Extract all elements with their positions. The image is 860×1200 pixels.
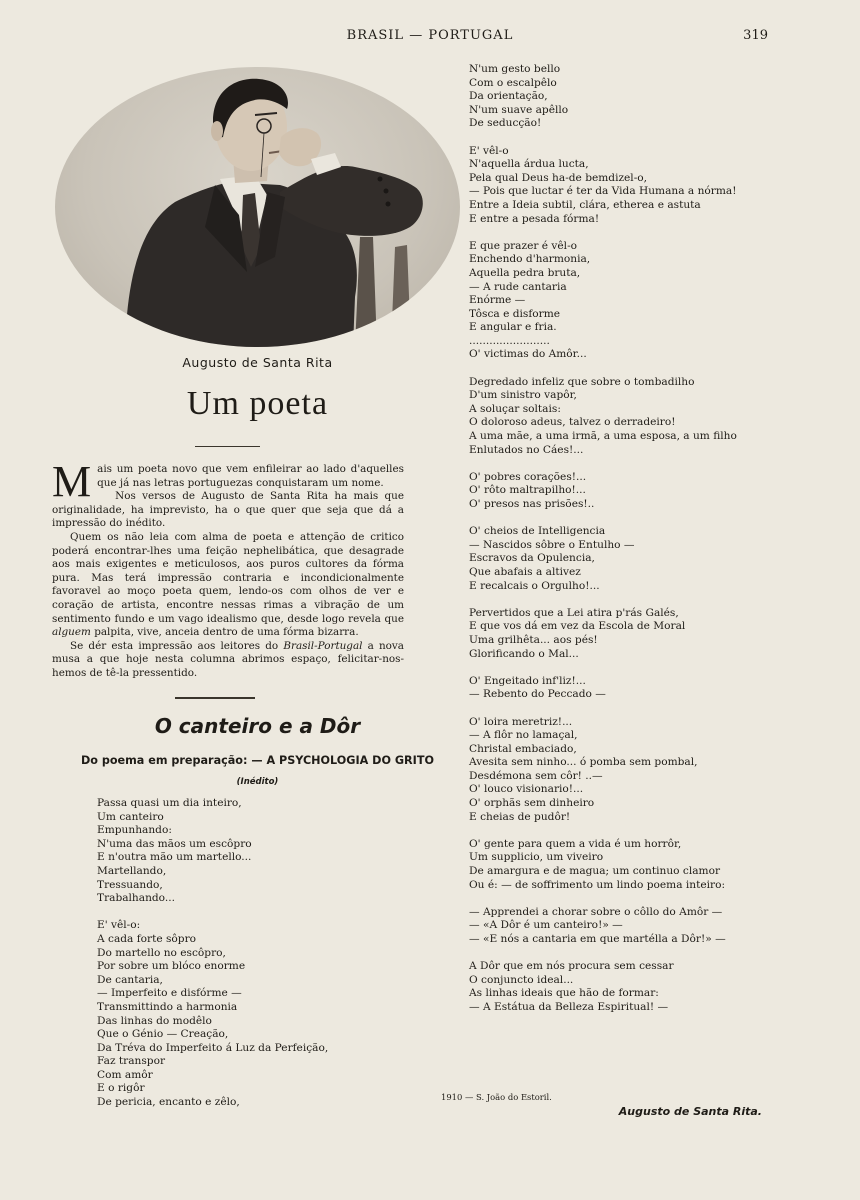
verse-line: — A flôr no lamaçal, bbox=[469, 729, 578, 742]
poem-date-place: 1910 — S. João do Estoril. bbox=[441, 1092, 552, 1102]
verse-line: Do martello no escôpro, bbox=[97, 946, 226, 959]
verse-line: E que vos dá em vez da Escola de Moral bbox=[469, 620, 686, 633]
verse-line: Tressuando, bbox=[97, 878, 163, 891]
drop-cap: M bbox=[52, 457, 92, 506]
verse-line: De pericia, encanto e zêlo, bbox=[97, 1096, 240, 1109]
verse-line: E angular e fria. bbox=[469, 321, 557, 334]
verse-line: — Rebento do Peccado — bbox=[469, 688, 606, 701]
verse-line: O' louco visionario!... bbox=[469, 783, 584, 796]
stanza bbox=[469, 240, 737, 362]
poem-note: (Inédito) bbox=[236, 777, 279, 787]
verse-line: Desdémona sem côr! ..— bbox=[469, 769, 603, 782]
verse-line: Com o escalpêlo bbox=[469, 76, 557, 89]
verse-line: Escravos da Opulencia, bbox=[469, 552, 595, 565]
author-signature: Augusto de Santa Rita. bbox=[618, 1105, 762, 1118]
verse-line: Enchendo d'harmonia, bbox=[469, 253, 591, 266]
page-number: 319 bbox=[743, 28, 768, 43]
verse-line: Que abafais a altivez bbox=[469, 565, 581, 578]
poem-subtitle: Do poema em preparação: — A PSYCHOLOGIA DO GRITO bbox=[81, 754, 434, 767]
verse-line: Uma grilhêta... aos pés! bbox=[469, 633, 598, 646]
verse-line: O' presos nas prisões!.. bbox=[469, 498, 595, 510]
verse-line: Christal embaciado, bbox=[469, 742, 577, 755]
verse-line: O' loira meretriz!... bbox=[469, 715, 573, 728]
verse-line: Aquella pedra bruta, bbox=[469, 266, 581, 279]
portrait-caption: Augusto de Santa Rita bbox=[182, 355, 333, 370]
verse-line: — Nascidos sôbre o Entulho — bbox=[469, 538, 635, 551]
verse-line: E entre a pesada fórma! bbox=[469, 212, 600, 225]
verse-line: O doloroso adeus, talvez o derradeiro! bbox=[469, 416, 676, 429]
verse-line: Da Tréva do Imperfeito á Luz da Perfeição, bbox=[97, 1041, 329, 1054]
verse-line: Que o Génio — Creação, bbox=[97, 1028, 229, 1041]
verse-line: Com amôr bbox=[97, 1068, 153, 1081]
verse-line: A soluçar soltais: bbox=[469, 402, 561, 415]
verse-line: Empunhando: bbox=[97, 824, 172, 837]
verse-line: O' pobres corações!... bbox=[469, 470, 587, 483]
verse-line: Degredado infeliz que sobre o tombadilho bbox=[469, 375, 695, 388]
verse-line: E que prazer é vêl-o bbox=[469, 239, 578, 252]
verse-line: A cada forte sôpro bbox=[97, 932, 197, 945]
verse-line: E o rigôr bbox=[97, 1082, 145, 1095]
verse-line: Martellando, bbox=[97, 864, 167, 877]
verse-line: E cheias de pudôr! bbox=[469, 810, 571, 823]
verse-line: As linhas ideais que hão de formar: bbox=[469, 987, 659, 1000]
verse-line: Trabalhando... bbox=[97, 892, 175, 905]
stanza bbox=[469, 471, 737, 512]
verse-line: N'uma das mãos um escôpro bbox=[97, 837, 252, 850]
stanza bbox=[97, 919, 328, 1109]
verse-line: O' orphãs sem dinheiro bbox=[469, 797, 595, 810]
verse-line: Por sobre um blóco enorme bbox=[97, 960, 246, 973]
poem-verses-left bbox=[97, 797, 328, 1110]
verse-line: E' vêl-o bbox=[469, 144, 509, 157]
verse-line: Um canteiro bbox=[97, 810, 164, 823]
stanza bbox=[469, 906, 737, 947]
verse-line: — Apprendei a chorar sobre o côllo do Amôr — bbox=[469, 905, 723, 918]
verse-line: N'um suave apêllo bbox=[469, 103, 569, 116]
verse-line: De cantaria, bbox=[97, 973, 163, 986]
verse-line: Da orientação, bbox=[469, 90, 548, 103]
verse-line: Faz transpor bbox=[97, 1055, 166, 1068]
article-title: Um poeta bbox=[186, 385, 329, 422]
verse-line: D'um sinistro vapôr, bbox=[469, 389, 577, 402]
verse-line: Avesita sem ninho... ó pomba sem pombal, bbox=[469, 756, 698, 769]
verse-line: Pervertidos que a Lei atira p'rás Galés, bbox=[469, 606, 679, 619]
portrait-photo bbox=[55, 67, 460, 347]
poem-title: O canteiro e a Dôr bbox=[154, 714, 361, 738]
verse-line: Das linhas do modêlo bbox=[97, 1014, 212, 1027]
verse-line: N'um gesto bello bbox=[469, 63, 561, 75]
verse-line: O conjuncto ideal... bbox=[469, 973, 574, 986]
stanza bbox=[469, 376, 737, 458]
verse-line: O' victimas do Amôr... bbox=[469, 348, 587, 361]
article-paragraph: Nos versos de Augusto de Santa Rita ha mais que originalidade, ha imprevisto, ha o que quer que seja que dá a impressão do inédito. bbox=[52, 490, 404, 530]
verse-line: Pela qual Deus ha-de bemdizel-o, bbox=[469, 171, 648, 184]
stanza bbox=[469, 838, 737, 892]
poem-verses-right bbox=[469, 63, 737, 1015]
stanza bbox=[469, 607, 737, 661]
article-paragraph: Quem os não leia com alma de poeta e attenção de critico poderá encontrar-lhes uma feição nephelibática, que desagrade aos mais exigentes e meticulosos, aos puros cultores da fórma pura. Mas terá impressão contraria e incondicionalmente favoravel ao moço poeta quem, lendo-os com olhos de ver e coração de artista, encontre nessas rimas a vibração de um sentimento fundo e um vago idealismo que, desde logo revela que alguem palpita, vive, anceia dentro de uma fórma bizarra. bbox=[52, 530, 404, 639]
stanza bbox=[469, 63, 737, 131]
verse-line: — «A Dôr é um canteiro!» — bbox=[469, 919, 623, 932]
verse-line: Um supplicio, um viveiro bbox=[469, 851, 604, 864]
verse-line: — A Estátua da Belleza Espiritual! — bbox=[469, 1000, 669, 1013]
verse-line: ........................ bbox=[469, 334, 550, 347]
verse-line: Ou é: — de soffrimento um lindo poema inteiro: bbox=[469, 878, 726, 891]
running-head: BRASIL — PORTUGAL bbox=[346, 28, 514, 43]
verse-line: — Pois que luctar é ter da Vida Humana a nórma! bbox=[469, 185, 737, 198]
verse-line: Glorificando o Mal... bbox=[469, 647, 579, 660]
article-body bbox=[52, 457, 404, 681]
verse-line: Transmittindo a harmonia bbox=[97, 1000, 238, 1013]
stanza bbox=[469, 675, 737, 702]
verse-line: N'aquella árdua lucta, bbox=[469, 158, 589, 171]
verse-line: E' vêl-o: bbox=[97, 919, 141, 932]
verse-line: O' Engeitado inf'liz!... bbox=[469, 674, 586, 687]
verse-line: Tôsca e disforme bbox=[469, 307, 561, 320]
verse-line: Entre a Ideia subtil, clára, etherea e astuta bbox=[469, 198, 701, 211]
verse-line: O' gente para quem a vida é um horrôr, bbox=[469, 837, 682, 850]
verse-line: — «E nós a cantaria em que martélla a Dôr!» — bbox=[469, 933, 726, 945]
verse-line: O' cheios de Intelligencia bbox=[469, 525, 606, 538]
stanza bbox=[97, 797, 328, 906]
portrait-illustration bbox=[55, 67, 460, 347]
verse-line: De amargura e de magua; um continuo clamor bbox=[469, 865, 721, 878]
stanza bbox=[469, 525, 737, 593]
verse-line: Passa quasi um dia inteiro, bbox=[97, 797, 242, 809]
stanza bbox=[469, 716, 737, 825]
section-divider bbox=[175, 697, 255, 699]
verse-line: A uma mãe, a uma irmã, a uma esposa, a um filho bbox=[469, 430, 737, 443]
stanza bbox=[469, 960, 737, 1014]
article-paragraph: Mais um poeta novo que vem enfileirar ao lado d'aquelles que já nas letras portuguezas conquistaram um nome. bbox=[52, 457, 404, 506]
verse-line: De seducção! bbox=[469, 117, 542, 130]
verse-line: — A rude cantaria bbox=[469, 280, 567, 293]
verse-line: E n'outra mão um martello... bbox=[97, 851, 252, 864]
verse-line: E recalcais o Orgulho!... bbox=[469, 579, 600, 592]
title-divider bbox=[195, 446, 260, 447]
stanza bbox=[469, 145, 737, 227]
article-paragraph: Se dér esta impressão aos leitores do Brasil-Portugal a nova musa a que hoje nesta columna abrimos espaço, felicitar-nos-hemos de tê-la pressentido. bbox=[52, 639, 404, 679]
verse-line: O' rôto maltrapilho!... bbox=[469, 484, 586, 497]
verse-line: — Imperfeito e disfórme — bbox=[97, 987, 242, 1000]
verse-line: Enórme — bbox=[469, 294, 526, 307]
verse-line: Enlutados no Cáes!... bbox=[469, 443, 584, 456]
verse-line: A Dôr que em nós procura sem cessar bbox=[469, 960, 674, 973]
